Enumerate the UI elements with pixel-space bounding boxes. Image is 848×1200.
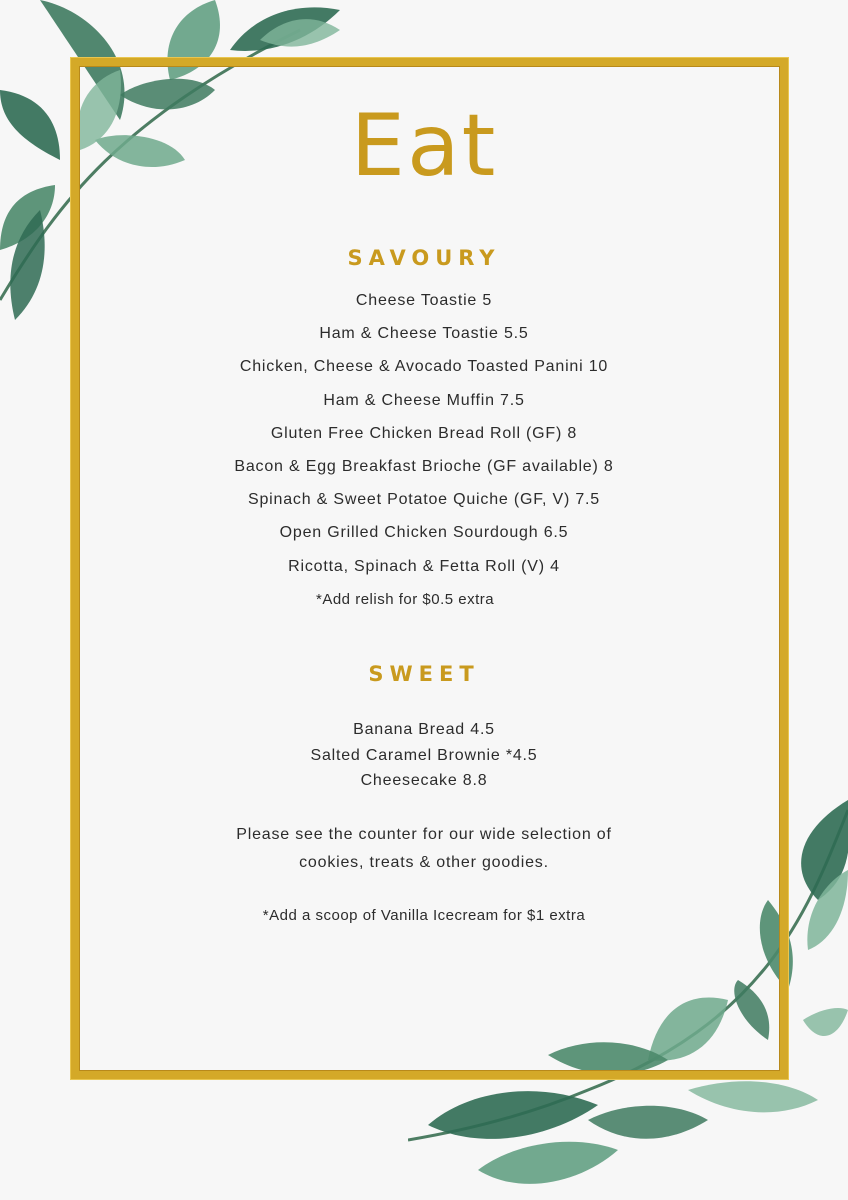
menu-item: Ham & Cheese Toastie 5.5	[319, 325, 529, 343]
sweet-heading: SWEET	[368, 662, 480, 686]
menu-item: Ricotta, Spinach & Fetta Roll (V) 4	[288, 557, 560, 575]
menu-item: Salted Caramel Brownie *4.5	[310, 746, 538, 764]
menu-item: Banana Bread 4.5	[353, 721, 495, 738]
menu-item: Chicken, Cheese & Avocado Toasted Panini 10	[239, 358, 609, 376]
menu-item: Open Grilled Chicken Sourdough 6.5	[279, 524, 569, 542]
menu-item: Gluten Free Chicken Bread Roll (GF) 8	[270, 424, 578, 442]
savoury-list	[0, 289, 848, 588]
relish-note: *Add relish for $0.5 extra	[316, 591, 495, 608]
counter-note-line: Please see the counter for our wide selection of	[236, 826, 612, 843]
menu-item: Ham & Cheese Muffin 7.5	[323, 391, 525, 409]
page-title: Eat	[350, 96, 498, 196]
sweet-list	[0, 718, 848, 795]
counter-note	[0, 821, 848, 877]
savoury-heading: SAVOURY	[347, 246, 501, 270]
menu-item: Spinach & Sweet Potatoe Quiche (GF, V) 7.5	[248, 491, 600, 509]
menu-item: Cheese Toastie 5	[355, 292, 493, 309]
counter-note-line: cookies, treats & other goodies.	[299, 854, 549, 871]
menu-item: Bacon & Egg Breakfast Brioche (GF available) 8	[234, 457, 614, 475]
menu-item: Cheesecake 8.8	[360, 772, 488, 789]
icecream-note: *Add a scoop of Vanilla Icecream for $1 extra	[262, 907, 586, 924]
